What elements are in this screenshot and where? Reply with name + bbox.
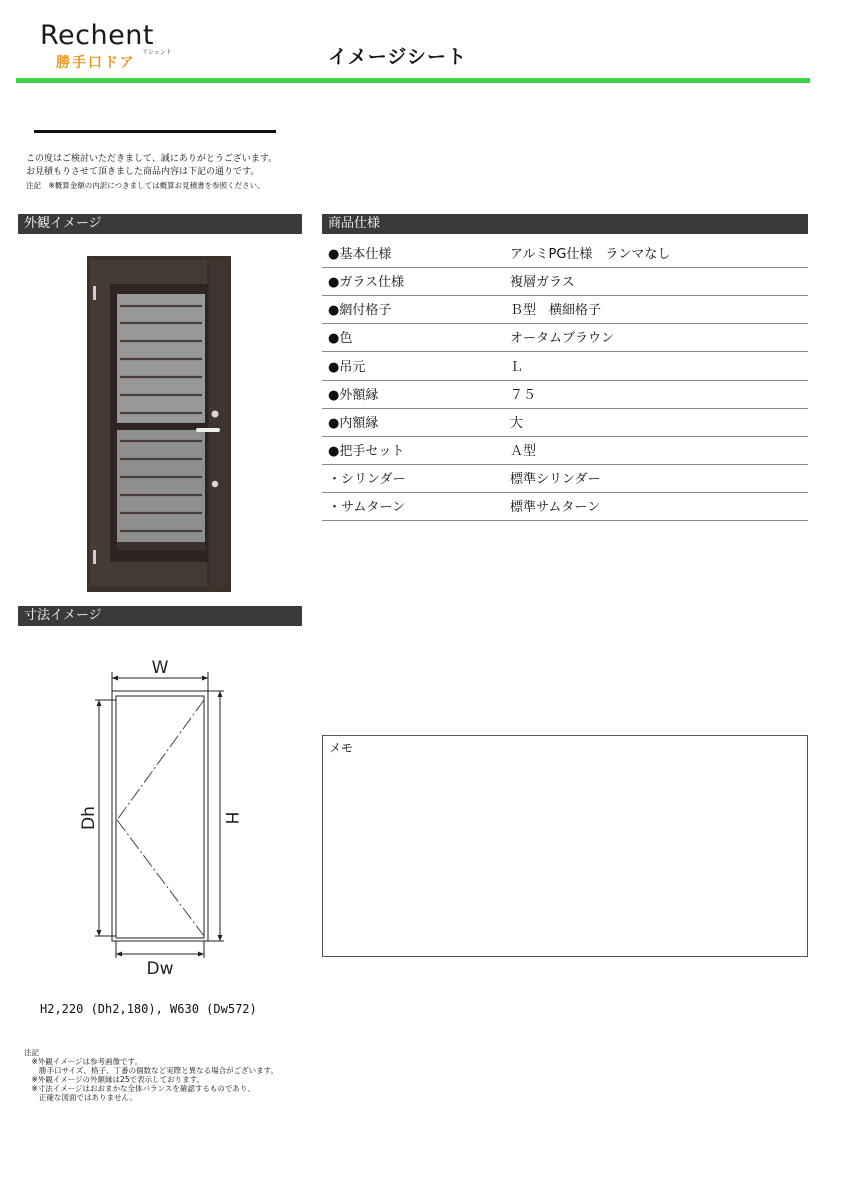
- section-exterior-image: 外観イメージ: [18, 214, 302, 234]
- width-label: W: [151, 658, 169, 678]
- spec-value: 標準シリンダー: [510, 472, 601, 487]
- brand-logo-kana: リシェント: [142, 49, 172, 56]
- page-title: イメージシート: [328, 46, 467, 68]
- spec-row-thumbturn: [322, 493, 808, 521]
- spec-label: ●網付格子: [328, 303, 392, 318]
- notes-title: 注記: [24, 1048, 39, 1057]
- spec-label: ・サムターン: [328, 500, 406, 515]
- spec-value: Ｌ: [510, 360, 524, 375]
- section-product-spec: 商品仕様: [322, 214, 808, 234]
- intro-line-2: お見積もりさせて頂きました商品内容は下記の通りです。: [26, 167, 260, 177]
- spec-row-glass: [322, 268, 808, 296]
- notes-line-1: ※外観イメージは参考画像です。: [24, 1057, 142, 1066]
- memo-label: メモ: [329, 741, 354, 755]
- spec-label: ・シリンダー: [328, 472, 406, 487]
- brand-product-name: 勝手口ドア: [56, 55, 136, 71]
- door-height-label: Dh: [79, 806, 99, 830]
- notes-line-5: 正確な図面ではありません。: [24, 1093, 137, 1102]
- spec-label: ●色: [328, 331, 353, 346]
- spec-row-color: [322, 324, 808, 352]
- intro-line-1: この度はご検討いただきまして、誠にありがとうございます。: [26, 154, 278, 164]
- dimension-values: H2,220 (Dh2,180), W630 (Dw572): [40, 1002, 257, 1016]
- customer-name-line: [34, 130, 276, 133]
- spec-row-handle-set: [322, 437, 808, 465]
- spec-value: オータムブラウン: [510, 331, 615, 346]
- brand-logo-name: Rechent: [40, 20, 154, 51]
- spec-label: ●外額縁: [328, 388, 379, 403]
- spec-value: 大: [510, 416, 524, 431]
- spec-row-hinge-side: [322, 353, 808, 381]
- memo-box: [322, 735, 808, 957]
- notes-line-4: ※寸法イメージはおおまかな全体バランスを確認するものであり、: [24, 1084, 255, 1093]
- spec-value: Ｂ型 横細格子: [510, 303, 602, 318]
- notes-line-2: 勝手口サイズ、格子、丁番の個数など実際と異なる場合がございます。: [24, 1066, 279, 1075]
- intro-note: 注記 ※概算金額の内訳につきましては概算お見積書を参照ください。: [26, 181, 265, 190]
- spec-value: ７５: [510, 388, 537, 403]
- spec-value: Ａ型: [510, 444, 537, 459]
- header-divider: [16, 78, 810, 83]
- height-label: H: [221, 811, 241, 825]
- door-width-label: Dw: [146, 959, 174, 979]
- spec-value: 複層ガラス: [510, 275, 575, 290]
- spec-label: ●吊元: [328, 360, 366, 375]
- spec-label: ●把手セット: [328, 444, 405, 459]
- spec-row-outer-casing: [322, 381, 808, 409]
- spec-value: 標準サムターン: [510, 500, 601, 515]
- spec-label: ●ガラス仕様: [328, 275, 404, 290]
- spec-label: ●基本仕様: [328, 247, 392, 262]
- spec-value: アルミPG仕様 ランマなし: [510, 247, 671, 262]
- spec-row-cylinder: [322, 465, 808, 493]
- spec-label: ●内額縁: [328, 416, 379, 431]
- notes-line-3: ※外観イメージの外額縁は25で表示しております。: [24, 1075, 205, 1084]
- footnotes: [24, 1048, 278, 1102]
- section-dimension-image: 寸法イメージ: [18, 606, 302, 626]
- intro-text: [26, 153, 277, 192]
- spec-row-inner-casing: [322, 409, 808, 437]
- door-exterior-image: [84, 254, 234, 594]
- spec-row-lattice: [322, 296, 808, 324]
- dimension-diagram: [70, 650, 260, 985]
- spec-row-basic: [322, 240, 808, 268]
